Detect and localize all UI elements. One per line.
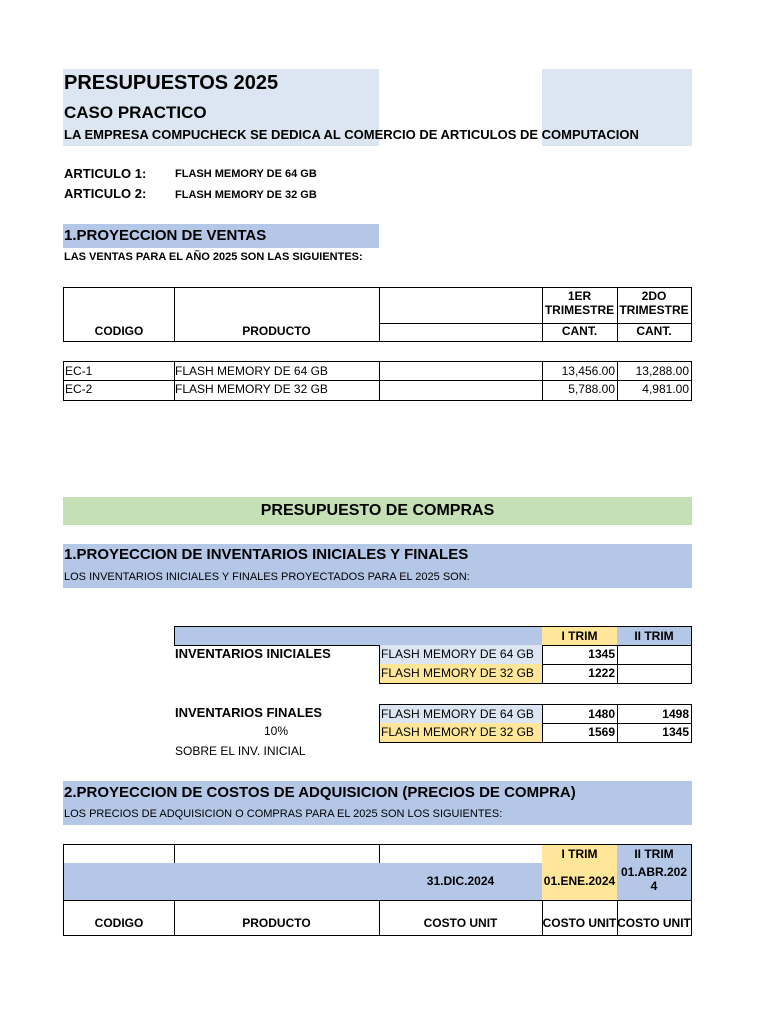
- ventas-row-1-blank: [379, 361, 543, 381]
- inv-header-ii-trim: II TRIM: [617, 626, 692, 646]
- inv-fin-row-1-ii: 1498: [617, 704, 692, 724]
- inv-finales-pct-note: SOBRE EL INV. INICIAL: [175, 744, 306, 758]
- ventas-row-2-producto: FLASH MEMORY DE 32 GB: [174, 380, 380, 401]
- ventas-header-q2-line1: 2DO: [641, 289, 667, 303]
- inv-header-blank-1: [174, 626, 380, 646]
- article-2-value: FLASH MEMORY DE 32 GB: [175, 189, 317, 201]
- ventas-header-blank-bottom: [379, 323, 543, 342]
- ventas-header-cant1: [542, 323, 618, 342]
- ventas-header-cant2-text: CANT.: [636, 324, 672, 338]
- inv-ini-row-1-ii: [617, 645, 692, 665]
- costos-section-title: 2.PROYECCION DE COSTOS DE ADQUISICION (PRECIOS DE COMPRA): [64, 784, 576, 801]
- inv-ini-row-1-producto: FLASH MEMORY DE 64 GB: [379, 645, 543, 665]
- inv-header-i-trim: I TRIM: [542, 626, 618, 646]
- inv-fin-row-1-i: 1480: [542, 704, 618, 724]
- ventas-header-blank-top: [379, 287, 543, 324]
- ventas-row-1-producto: FLASH MEMORY DE 64 GB: [174, 361, 380, 381]
- compras-banner: [63, 497, 692, 525]
- inv-ini-row-1-i: 1345: [542, 645, 618, 665]
- page-subtitle: CASO PRACTICO: [64, 103, 207, 122]
- ventas-row-2-codigo: EC-2: [63, 380, 175, 401]
- ventas-header-q2: [617, 287, 692, 324]
- ventas-row-1-q1: 13,456.00: [542, 361, 618, 381]
- inv-fin-row-2-ii: 1345: [617, 723, 692, 743]
- ventas-header-q1-line1: 1ER: [567, 289, 592, 303]
- ventas-intro: LAS VENTAS PARA EL AÑO 2025 SON LAS SIGUIENTES:: [64, 251, 363, 263]
- ventas-header-producto: [174, 287, 380, 342]
- inv-fin-row-2-producto: FLASH MEMORY DE 32 GB: [379, 723, 543, 743]
- ventas-header-q2-line2: TRIMESTRE: [619, 302, 689, 317]
- inv-ini-row-2-i: 1222: [542, 664, 618, 684]
- ventas-row-2-q2: 4,981.00: [617, 380, 692, 401]
- ventas-section-title: [63, 224, 379, 248]
- costos-header-ii-trim: II TRIM: [617, 844, 692, 864]
- compras-banner-text: PRESUPUESTO DE COMPRAS: [260, 502, 495, 519]
- costos-date-blank-2: [174, 863, 380, 901]
- costos-header-blank-2: [174, 844, 380, 864]
- inv-finales-pct: 10%: [264, 724, 289, 738]
- company-description: LA EMPRESA COMPUCHECK SE DEDICA AL COMERCIO DE ARTICULOS DE COMPUTACION: [64, 127, 639, 142]
- costos-header-blank-3: [379, 844, 543, 864]
- costos-header-codigo: CODIGO: [63, 900, 175, 936]
- costos-date-blank-1: [63, 863, 175, 901]
- article-1-label: ARTICULO 1:: [64, 166, 147, 181]
- ventas-header-q1: [542, 287, 618, 324]
- costos-date-1: 01.ENE.2024: [542, 863, 618, 901]
- inv-header-blank-2: [379, 626, 543, 646]
- inv-ini-row-2-producto: FLASH MEMORY DE 32 GB: [379, 664, 543, 684]
- costos-date-0: 31.DIC.2024: [379, 863, 543, 901]
- ventas-header-cant2: [617, 323, 692, 342]
- ventas-header-q1-line2: TRIMESTRE: [544, 302, 615, 317]
- page-title: PRESUPUESTOS 2025: [64, 72, 279, 94]
- ventas-header-codigo: [63, 287, 175, 342]
- costos-date-2-line2: 4: [650, 878, 658, 893]
- costos-header-i-trim: I TRIM: [542, 844, 618, 864]
- inv-fin-row-1-producto: FLASH MEMORY DE 64 GB: [379, 704, 543, 724]
- costos-header-blank-1: [63, 844, 175, 864]
- article-1-value: FLASH MEMORY DE 64 GB: [175, 168, 317, 180]
- ventas-header-cant1-text: CANT.: [561, 324, 598, 338]
- ventas-row-1-q2: 13,288.00: [617, 361, 692, 381]
- ventas-header-producto-text: PRODUCTO: [242, 324, 311, 339]
- inv-section-title: 1.PROYECCION DE INVENTARIOS INICIALES Y FINALES: [64, 546, 469, 563]
- article-2-label: ARTICULO 2:: [64, 186, 147, 201]
- costos-date-2: [617, 863, 692, 901]
- costos-header-costo-0: COSTO UNIT: [379, 900, 543, 936]
- inv-section-intro: LOS INVENTARIOS INICIALES Y FINALES PROYECTADOS PARA EL 2025 SON:: [64, 571, 470, 583]
- ventas-header-codigo-text: CODIGO: [94, 324, 144, 339]
- costos-section-intro: LOS PRECIOS DE ADQUISICION O COMPRAS PARA EL 2025 SON LOS SIGUIENTES:: [64, 808, 503, 820]
- inv-fin-row-2-i: 1569: [542, 723, 618, 743]
- costos-date-2-line1: 01.ABR.202: [620, 865, 688, 879]
- costos-header-costo-2: COSTO UNIT: [617, 900, 692, 936]
- ventas-row-2-q1: 5,788.00: [542, 380, 618, 401]
- costos-header-producto: PRODUCTO: [174, 900, 380, 936]
- ventas-row-2-blank: [379, 380, 543, 401]
- ventas-row-1-codigo: EC-1: [63, 361, 175, 381]
- costos-header-costo-1: COSTO UNIT: [542, 900, 618, 936]
- inv-finales-label: INVENTARIOS FINALES: [175, 705, 323, 720]
- inv-ini-row-2-ii: [617, 664, 692, 684]
- inv-iniciales-label: INVENTARIOS INICIALES: [175, 646, 331, 661]
- ventas-section-title-text: 1.PROYECCION DE VENTAS: [64, 227, 267, 244]
